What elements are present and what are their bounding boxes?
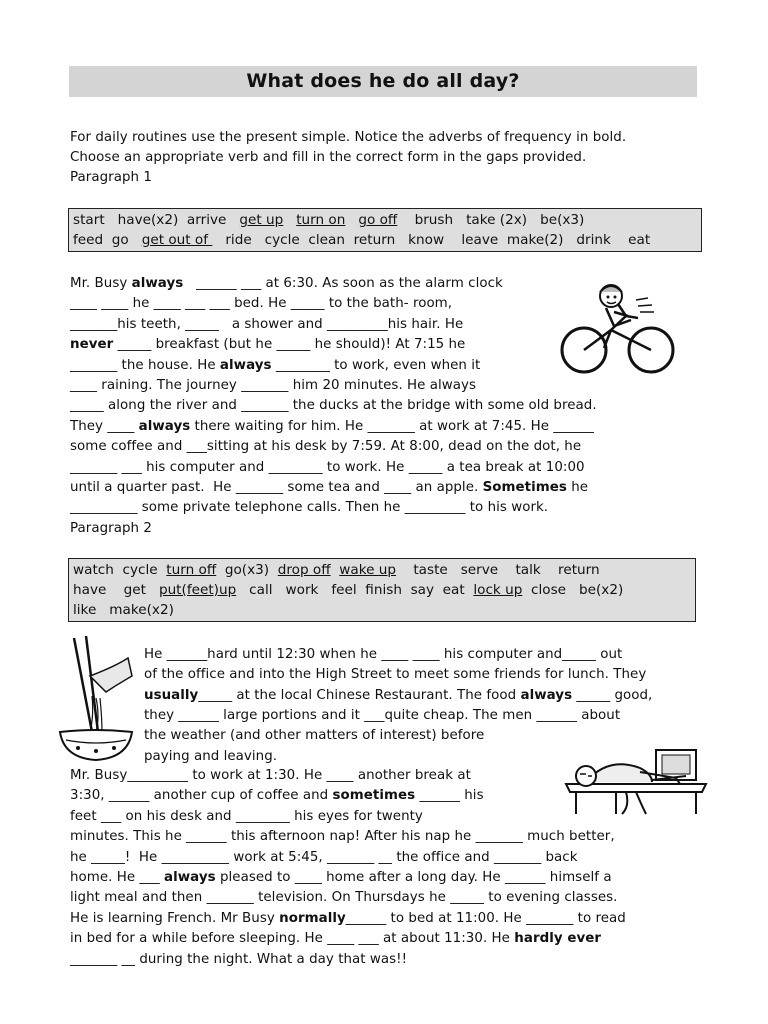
paragraph-2-label: Paragraph 2 (70, 521, 152, 536)
text-line (70, 437, 581, 457)
bold-adverb: always (138, 418, 191, 434)
bold-adverb: always (520, 687, 573, 703)
text-line (70, 396, 597, 416)
text-line (144, 665, 646, 685)
line-text: _______ the house. He (70, 357, 220, 373)
text-line (70, 478, 588, 498)
line-text: there waiting for him. He _______ at work at 7:45. He ______ (190, 418, 594, 434)
text-line (70, 458, 585, 478)
word-list: feed go (73, 232, 142, 248)
line-text: Mr. Busy_________ to work at 1:30. He ____ another break at (70, 768, 471, 783)
text-line (70, 848, 578, 868)
line-text: of the office and into the High Street to meet some friends for lunch. They (144, 667, 647, 683)
napping-at-desk-illustration (556, 742, 712, 818)
cyclist-illustration (556, 278, 686, 378)
line-text: he (566, 480, 589, 495)
text-line (70, 335, 465, 355)
line-text: the weather (and other matters of interest) before (144, 728, 485, 744)
word-list: like make(x2) (73, 602, 174, 618)
word-list (283, 212, 296, 228)
text-line (70, 909, 626, 929)
word-list: go(x3) (216, 562, 278, 578)
bold-adverb: normally (279, 910, 346, 926)
phrasal-verb: get out of (141, 232, 213, 248)
text-line (144, 686, 652, 706)
text-line (70, 888, 617, 908)
text-line (70, 315, 463, 335)
bold-adverb: never (70, 337, 114, 353)
text-line (70, 417, 594, 437)
phrasal-verb: get up (239, 212, 284, 228)
text-line (70, 766, 471, 786)
word-list: watch cycle (73, 562, 167, 578)
word-list: start have(x2) arrive (73, 212, 240, 228)
word-list: ride cycle clean return know leave make(2) drink eat (212, 232, 651, 248)
word-box-2 (68, 558, 696, 622)
instruction-line: For daily routines use the present simple. Notice the adverbs of frequency in bold. (70, 130, 627, 145)
text-line (144, 645, 622, 665)
line-text: they ______ large portions and it ___quite cheap. The men ______ about (144, 707, 621, 723)
line-text: paying and leaving. (144, 748, 278, 764)
word-list: call work feel finish say eat (236, 582, 474, 598)
line-text: _____ breakfast (but he _____ he should)! At 7:15 he (113, 337, 466, 353)
phrasal-verb: turn off (166, 562, 217, 578)
word-row (73, 580, 691, 600)
word-list (345, 212, 358, 228)
paragraph-1-label: Paragraph 1 (70, 170, 152, 185)
text-line (70, 827, 615, 847)
line-text: _______his teeth, _____ a shower and _________his hair. He (70, 316, 464, 332)
line-text: __________ some private telephone calls. Then he _________ to his work. (70, 500, 549, 516)
word-list: have get (73, 582, 159, 598)
phrasal-verb: put(feet)up (158, 582, 237, 598)
phrasal-verb: wake up (339, 562, 397, 578)
text-line (70, 376, 476, 396)
line-text: _____ at the local Chinese Restaurant. The food (198, 687, 521, 703)
line-text: light meal and then _______ television. On Thursdays he _____ to evening classes. (70, 890, 618, 906)
line-text: ____ raining. The journey _______ him 20 minutes. He always (70, 378, 477, 393)
word-list (331, 562, 340, 578)
bold-adverb: hardly ever (514, 931, 602, 947)
text-line (70, 807, 423, 827)
text-line (70, 786, 484, 806)
noodle-bowl-illustration (56, 636, 138, 764)
text-line (70, 929, 601, 949)
text-line (144, 747, 277, 767)
bold-adverb: Sometimes (482, 480, 567, 495)
line-text: ______ his (415, 788, 484, 804)
word-row (73, 210, 697, 230)
line-text: some coffee and ___sitting at his desk by 7:59. At 8:00, dead on the dot, he (70, 439, 582, 455)
line-text: ______ ___ at 6:30. As soon as the alarm clock (183, 276, 503, 291)
bold-adverb: always (164, 870, 216, 885)
line-text: ______ to bed at 11:00. He _______ to read (345, 910, 626, 926)
bold-adverb: usually (144, 687, 199, 703)
line-text: 3:30, ______ another cup of coffee and (70, 788, 333, 804)
word-row (73, 560, 691, 580)
bold-adverb: sometimes (332, 788, 416, 804)
line-text: until a quarter past. He _______ some tea and ____ an apple. (70, 480, 483, 495)
word-row (73, 600, 691, 620)
line-text: He ______hard until 12:30 when he ____ ____ his computer and_____ out (144, 647, 623, 662)
text-line (70, 498, 548, 518)
line-text: feet ___ on his desk and ________ his eyes for twenty (70, 808, 423, 824)
line-text: _______ __ during the night. What a day that was!! (70, 951, 408, 967)
page-title: What does he do all day? (69, 66, 697, 97)
word-list: taste serve talk return (396, 562, 600, 578)
line-text: home. He ___ (70, 870, 165, 885)
line-text: Mr. Busy (70, 276, 132, 291)
phrasal-verb: go off (358, 212, 398, 228)
phrasal-verb: drop off (277, 562, 331, 578)
word-list: close be(x2) (522, 582, 624, 598)
text-line (70, 274, 503, 294)
text-line (70, 294, 452, 314)
line-text: in bed for a while before sleeping. He ____ ___ at about 11:30. He (70, 931, 515, 947)
line-text: ________ to work, even when it (271, 357, 481, 373)
line-text: pleased to ____ home after a long day. He ______ himself a (215, 870, 612, 885)
bold-adverb: always (131, 276, 184, 291)
text-line (144, 706, 620, 726)
text-line (144, 726, 484, 746)
line-text: They ____ (70, 418, 139, 434)
line-text: _____ good, (572, 687, 653, 703)
bold-adverb: always (219, 357, 272, 373)
phrasal-verb: lock up (473, 582, 523, 598)
word-list: brush take (2x) be(x3) (397, 212, 585, 228)
line-text: ____ ____ he ____ ___ ___ bed. He _____ to the bath- room, (70, 296, 453, 312)
line-text: He is learning French. Mr Busy (70, 910, 280, 926)
line-text: he _____! He __________ work at 5:45, _______ __ the office and _______ back (70, 849, 578, 865)
word-row (73, 230, 697, 250)
text-line (70, 868, 612, 888)
word-box-1 (68, 208, 702, 252)
text-line (70, 356, 480, 376)
line-text: minutes. This he ______ this afternoon nap! After his nap he _______ much better, (70, 829, 615, 845)
instruction-line: Choose an appropriate verb and fill in the correct form in the gaps provided. (70, 150, 587, 165)
line-text: _______ ___ his computer and ________ to work. He _____ a tea break at 10:00 (70, 459, 585, 475)
text-line (70, 950, 407, 970)
phrasal-verb: turn on (296, 212, 346, 228)
line-text: _____ along the river and _______ the ducks at the bridge with some old bread. (70, 398, 597, 414)
